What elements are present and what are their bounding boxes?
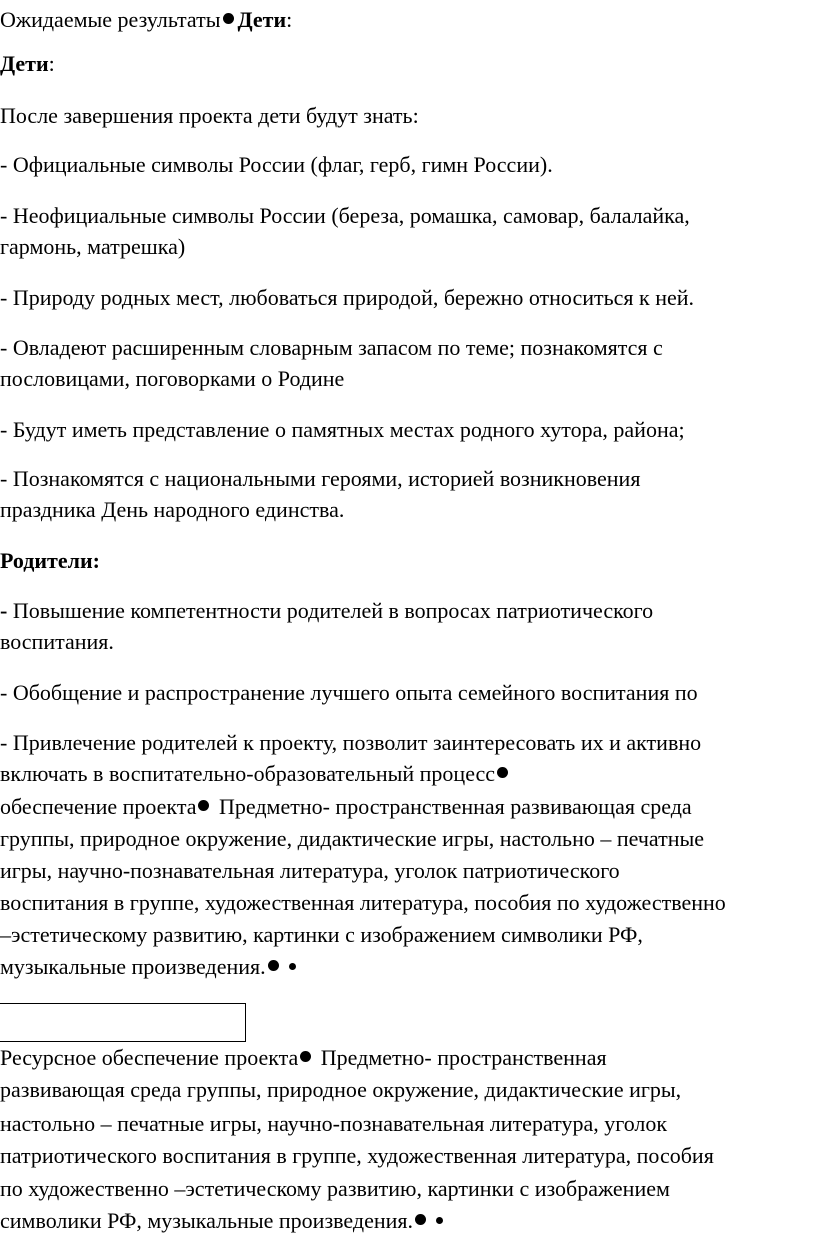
support-1-line-1	[0, 791, 692, 822]
empty-text-box	[0, 1003, 246, 1042]
parents-item-1-text: Повышение компетентности родителей в вопросах патриотического	[7, 598, 654, 623]
colon: :	[286, 7, 293, 32]
support-1-line-1-text: Предметно- пространственная развивающая среда	[213, 794, 692, 819]
children-intro: После завершения проекта дети будут знать:	[0, 103, 419, 128]
children-item-6-line-1: - Познакомятся с национальными героями, историей возникновения	[0, 466, 641, 491]
bullet-icon	[436, 1217, 443, 1224]
support-2-line-6	[0, 1205, 445, 1236]
parents-item-1-dash: -	[0, 598, 8, 623]
parents-item-3-text: включать в воспитательно-образовательный процесс	[0, 761, 496, 786]
bullet-icon	[289, 963, 296, 970]
children-item-3: - Природу родных мест, любоваться природой, бережно относиться к ней.	[0, 285, 695, 310]
bullet-icon	[300, 1051, 311, 1062]
children-item-4-line-1: - Овладеют расширенным словарным запасом по теме; познакомятся с	[0, 335, 663, 360]
support-2-line-1	[0, 1042, 607, 1073]
parents-item-1-line-1	[0, 595, 653, 626]
support-2-line-2: развивающая среда группы, природное окружение, дидактические игры,	[0, 1077, 682, 1102]
support-1-line-6-text: музыкальные произведения.	[0, 954, 266, 979]
parents-heading: Родители:	[0, 548, 100, 573]
support-1-line-3: игры, научно-познавательная литература, уголок патриотического	[0, 858, 620, 883]
support-2-label: Ресурсное обеспечение проекта	[0, 1045, 299, 1070]
support-1-label: обеспечение проекта	[0, 794, 197, 819]
bullet-icon	[497, 767, 508, 778]
bullet-icon	[415, 1214, 426, 1225]
support-1-line-4: воспитания в группе, художественная литература, пособия по художественно	[0, 890, 726, 915]
parents-item-1-line-2: воспитания.	[0, 629, 114, 654]
children-item-6-line-2: праздника День народного единства.	[0, 497, 345, 522]
support-2-line-1-text: Предметно- пространственная	[315, 1045, 607, 1070]
support-2-line-6-text: символики РФ, музыкальные произведения.	[0, 1208, 413, 1233]
parents-item-3-line-1: - Привлечение родителей к проекту, позволит заинтересовать их и активно	[0, 730, 702, 755]
support-1-line-2: группы, природное окружение, дидактические игры, настольно – печатные	[0, 826, 705, 851]
parents-item-2: - Обобщение и распространение лучшего опыта семейного воспитания по	[0, 680, 698, 705]
bullet-icon	[268, 960, 279, 971]
colon: :	[48, 51, 55, 76]
children-item-1: - Официальные символы России (флаг, герб, гимн России).	[0, 152, 553, 177]
support-2-line-3: настольно – печатные игры, научно-познавательная литература, уголок	[0, 1111, 668, 1136]
support-1-line-5: –эстетическому развитию, картинки с изображением символики РФ,	[0, 922, 643, 947]
bullet-icon	[198, 800, 209, 811]
support-2-line-4: патриотического воспитания в группе, художественная литература, пособия	[0, 1143, 714, 1168]
children-item-5: - Будут иметь представление о памятных местах родного хутора, района;	[0, 417, 685, 442]
children-item-4-line-2: пословицами, поговорками о Родине	[0, 366, 345, 391]
support-2-line-5: по художественно –эстетическому развитию, картинки с изображением	[0, 1176, 670, 1201]
expected-results-label: Ожидаемые результаты	[0, 7, 221, 32]
bullet-icon	[223, 13, 234, 24]
children-heading: Дети	[0, 51, 49, 76]
children-inline-heading: Дети	[237, 7, 287, 32]
parents-item-3-line-2	[0, 758, 512, 789]
children-item-2-line-1: - Неофициальные символы России (береза, ромашка, самовар, балалайка,	[0, 203, 690, 228]
support-1-line-6	[0, 951, 298, 982]
children-item-2-line-2: гармонь, матрешка)	[0, 234, 186, 259]
children-heading-line	[0, 48, 55, 79]
header-line	[0, 4, 292, 35]
